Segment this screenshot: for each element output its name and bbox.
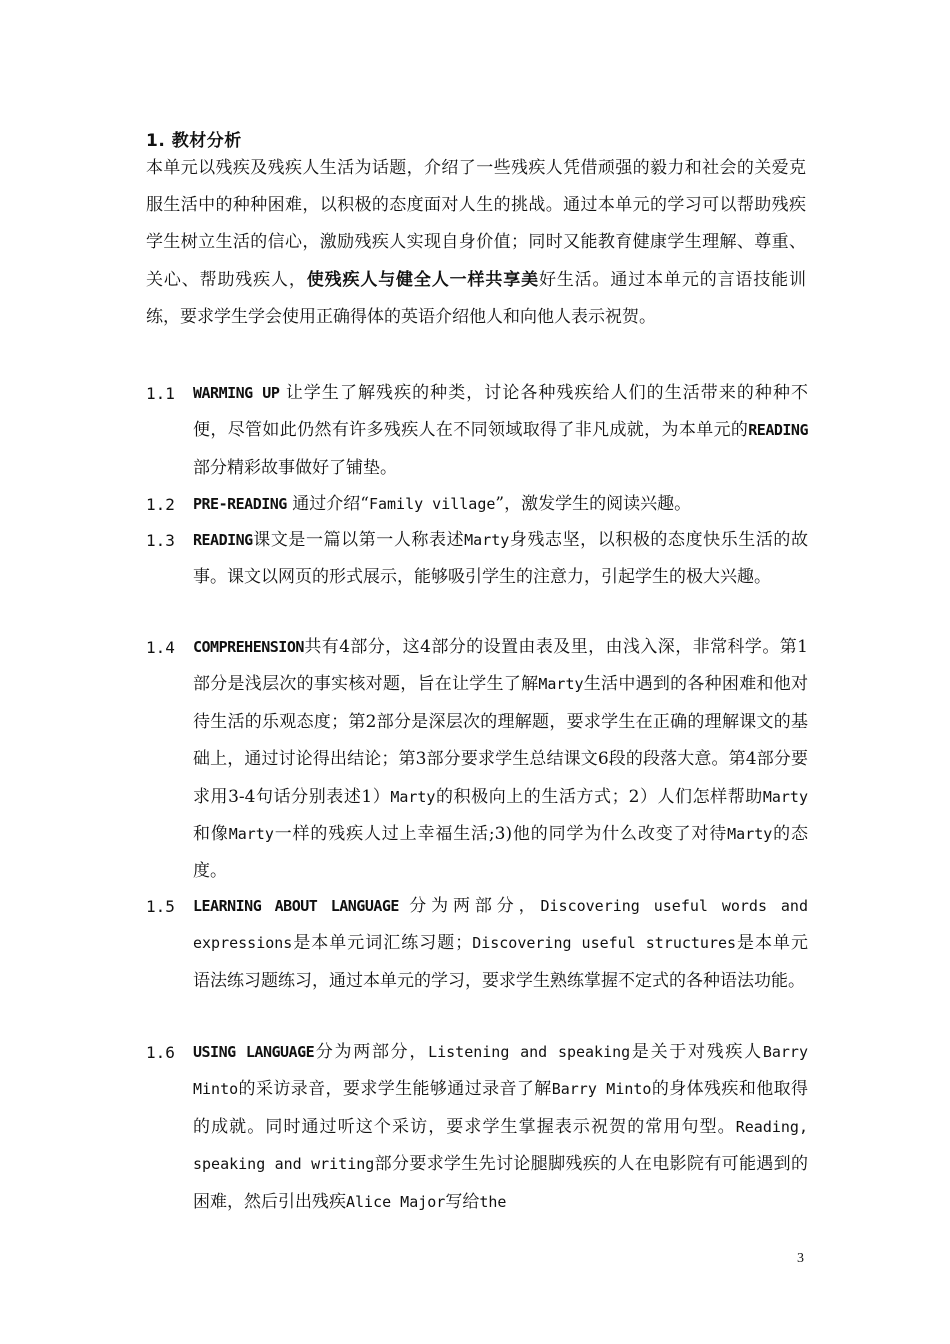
item-english-term: Discovering useful words and expressions (193, 897, 808, 953)
section-heading: 1. 教材分析 (146, 131, 242, 151)
item-text-2: 是关于对残疾人 (630, 1042, 763, 1062)
item-number: 1.6 (146, 1043, 175, 1062)
item-english-term-5: Alice Major (346, 1192, 446, 1211)
item-text: 课文是一篇以第一人称表述 (252, 530, 465, 550)
list-item-1-1 (146, 375, 808, 487)
item-text: 通过介绍“ (292, 494, 369, 514)
list-item-1-2 (146, 486, 808, 523)
item-english-term-5: Marty (727, 825, 773, 844)
item-keyword: USING LANGUAGE (193, 1043, 315, 1061)
item-english-term-2: Discovering useful structures (472, 934, 737, 953)
item-text-3: 是本单元语法练习题练习，通过本单元的学习，要求学生熟练掌握不定式的各种语法功能。 (193, 933, 808, 991)
item-text: 分为两部分， (409, 896, 541, 916)
item-text: 让学生了解残疾的种类，讨论各种残疾给人们的生活带来的种种不便，尽管如此仍然有许多残疾人在不同领域取得了非凡成就，为本单元的 (193, 383, 809, 441)
item-text-6: 写给 (445, 1191, 480, 1212)
item-keyword-2: READING (748, 421, 808, 440)
page-number: 3 (797, 1251, 804, 1266)
intro-text: 本单元以残疾及残疾人生活为话题，介绍了一些残疾人凭借顽强的毅力和社会的关爱克服生活中的种种困难，以积极的态度面对人生的挑战。通过本单元的学习可以帮助残疾学生树立生活的信心，激励残疾人实现自身价值；同时又能教育健康学生理解、尊重、关心、帮助残疾人， (146, 158, 806, 290)
item-keyword: READING (193, 531, 253, 549)
item-english-term-4: Reading, speaking and writing (193, 1117, 808, 1174)
list-item-1-3 (146, 522, 808, 597)
item-text-2: 是本单元词汇练习题； (292, 933, 473, 954)
item-text-2: 生活中遇到的各种困难和他对待生活的乐观态度；第2部分是深层次的理解题，要求学生在正确的理解课文的基础上，通过讨论得出结论；第3部分要求学生总结课文6段的段落大意。第4部分要求用3-4句话分别表述1） (193, 674, 808, 807)
item-number: 1.3 (146, 531, 175, 550)
item-text-6: 的态度。 (193, 824, 808, 882)
item-keyword: WARMING UP (193, 384, 280, 402)
item-text-3: 的积极向上的生活方式；2）人们怎样帮助 (435, 786, 763, 807)
item-text: 分为两部分， (314, 1042, 429, 1062)
item-english-term-4: Marty (228, 825, 274, 844)
item-text: 共有4部分，这4部分的设置由表及里，由浅入深，非常科学。第1部分是浅层次的事实核对题，旨在让学生了解 (193, 637, 808, 695)
item-number: 1.1 (146, 384, 175, 403)
item-english-term: Listening and speaking (428, 1043, 631, 1061)
item-text-4: 和像 (193, 824, 229, 845)
list-item-1-4 (146, 629, 808, 891)
item-text-5: 一样的残疾人过上幸福生活;3)他的同学为什么改变了对待 (273, 824, 728, 845)
item-keyword: LEARNING ABOUT LANGUAGE (193, 897, 399, 915)
item-english-term: Family village (368, 495, 496, 513)
item-keyword: COMPREHENSION (193, 638, 304, 656)
item-number: 1.4 (146, 638, 175, 657)
item-text-2: 身残志坚，以积极的态度快乐生活的故事。课文以网页的形式展示，能够吸引学生的注意力，引起学生的极大兴趣。 (193, 530, 809, 588)
item-english-term: Marty (538, 675, 584, 694)
item-english-term-6: the (479, 1192, 507, 1211)
item-english-term-2: Barry Minto (193, 1043, 808, 1099)
item-english-term-3: Marty (762, 787, 808, 806)
item-english-term-2: Marty (390, 787, 436, 806)
item-english-term-3: Barry Minto (551, 1080, 652, 1099)
intro-text-end: 好生活。通过本单元的言语技能训练，要求学生学会使用正确得体的英语介绍他人和向他人表示祝贺。 (146, 269, 807, 327)
item-number: 1.2 (146, 495, 175, 514)
item-text-5: 部分要求学生先讨论腿脚残疾的人在电影院有可能遇到的困难，然后引出残疾 (193, 1154, 808, 1212)
intro-bold-text: 使残疾人与健全人一样共享美 (306, 269, 539, 290)
item-text-2: 部分精彩故事做好了铺垫。 (193, 457, 397, 478)
item-text-2: ”，激发学生的阅读兴趣。 (495, 494, 692, 514)
item-keyword: PRE-READING (193, 495, 287, 513)
intro-paragraph (146, 150, 806, 336)
item-english-term: Marty (464, 531, 510, 549)
list-item-1-6 (146, 1034, 808, 1221)
list-item-1-5 (146, 888, 808, 1000)
item-number: 1.5 (146, 897, 175, 916)
item-text-3: 的采访录音，要求学生能够通过录音了解 (238, 1079, 552, 1100)
item-text-4: 的身体残疾和他取得的成就。同时通过听这个采访，要求学生掌握表示祝贺的常用句型。 (193, 1079, 809, 1137)
